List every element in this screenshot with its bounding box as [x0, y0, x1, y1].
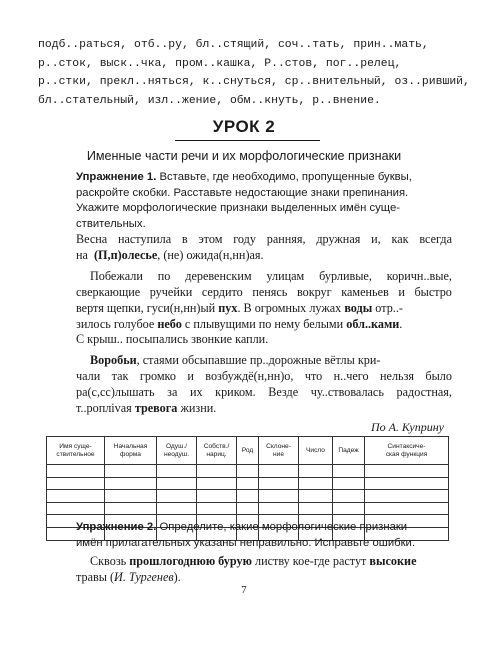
text-run: с плывущими по нему белыми: [181, 316, 347, 331]
table-cell[interactable]: [237, 477, 259, 490]
word: чу..ствовалась: [310, 385, 384, 400]
task-line: Укажите морфологические признаки выделенных имён суще-: [76, 202, 400, 215]
highlighted-noun: небо: [157, 316, 182, 331]
table-cell[interactable]: [157, 477, 197, 490]
exercise1-task: [76, 170, 448, 232]
word: этом: [198, 232, 223, 246]
text-run: , стаями обсыпавшие пр..дорожные вётлы кри-: [136, 353, 381, 368]
table-header-cell: Падеж: [333, 437, 365, 465]
table-cell[interactable]: [105, 477, 157, 490]
word: в: [181, 232, 188, 246]
table-header-row: [47, 437, 449, 465]
table-cell[interactable]: [259, 465, 299, 478]
page-number: 7: [241, 584, 247, 596]
table-cell[interactable]: [365, 465, 449, 478]
word: бурливые,: [319, 268, 372, 283]
table-cell[interactable]: [333, 502, 365, 515]
highlighted-noun: Воробьи: [90, 353, 137, 368]
word: и,: [371, 232, 381, 246]
word: всегда: [419, 232, 452, 246]
word: наступила: [117, 232, 172, 246]
table-cell[interactable]: [157, 502, 197, 515]
table-cell[interactable]: [197, 502, 237, 515]
exercise1-text: [76, 232, 452, 417]
table-cell[interactable]: [197, 490, 237, 503]
text-line: [76, 385, 452, 401]
text-run: . В огромных лужах: [237, 300, 345, 315]
task-line: имён прилагательных указаны неправильно. Исправьте ошибки.: [76, 536, 415, 549]
text-line: [76, 401, 452, 417]
word: вокруг: [296, 284, 332, 299]
lesson-title: УРОК 2: [212, 117, 276, 136]
table-cell[interactable]: [157, 465, 197, 478]
word-line: р..стки, прекл..няться, к..снуться, ср..внительный, оз..ривший,: [38, 76, 470, 88]
table-cell[interactable]: [237, 490, 259, 503]
text-author: По А. Куприну: [370, 420, 444, 434]
table-cell[interactable]: [333, 490, 365, 503]
text-run: т..роплivая: [76, 401, 135, 416]
table-cell[interactable]: [333, 465, 365, 478]
table-cell[interactable]: [299, 490, 333, 503]
word: коричн..вые,: [386, 268, 452, 283]
text-run: листву кое-где растут: [251, 554, 370, 568]
table-cell[interactable]: [299, 477, 333, 490]
word: сверкающие: [76, 284, 141, 299]
table-cell[interactable]: [237, 502, 259, 515]
highlighted-noun: тревога: [134, 401, 178, 416]
table-cell[interactable]: [47, 502, 105, 515]
text-run: отр..-: [372, 300, 403, 315]
word: Везде: [268, 385, 299, 400]
word: ручейки: [149, 284, 193, 299]
table-cell[interactable]: [365, 477, 449, 490]
text-line: [76, 369, 452, 385]
table-cell[interactable]: [259, 477, 299, 490]
table-cell[interactable]: [237, 465, 259, 478]
word: улицам: [266, 268, 305, 283]
word: Весна: [76, 232, 108, 246]
text-line: [76, 301, 452, 317]
table-cell[interactable]: [47, 477, 105, 490]
word: и: [398, 284, 405, 299]
task-line: Вставьте, где необходимо, пропущенные буквы,: [156, 171, 412, 183]
word: каменьев: [341, 284, 389, 299]
word: возбуждё(н,нн)о,: [205, 369, 294, 384]
task-line: ствительных.: [76, 217, 146, 230]
word: так: [111, 369, 129, 384]
table-cell[interactable]: [365, 490, 449, 503]
text-line: [76, 269, 452, 285]
highlighted-noun: воды: [344, 300, 373, 315]
text-run: вертя щепки, гуси(н,нн)ый: [76, 300, 219, 315]
table-cell[interactable]: [365, 502, 449, 515]
table-cell[interactable]: [197, 465, 237, 478]
text-line: [76, 554, 452, 570]
text-line: С крыш.. посыпались звонкие капли.: [76, 332, 269, 347]
text-run: .: [399, 316, 403, 331]
table-header-cell: Одуш./ неодуш.: [157, 437, 197, 465]
table-row: [47, 477, 449, 490]
text-author: И. Тургенев: [114, 569, 174, 584]
word: дружная: [316, 232, 361, 246]
word: пенясь: [252, 284, 288, 299]
table-cell[interactable]: [333, 477, 365, 490]
table-cell[interactable]: [197, 477, 237, 490]
text-line: [76, 248, 452, 264]
table-cell[interactable]: [105, 465, 157, 478]
word: быстро: [414, 284, 452, 299]
word: громко: [139, 369, 176, 384]
word: н..чего: [333, 369, 369, 384]
word: криком.: [215, 385, 256, 400]
table-header-cell: Склоне- ние: [259, 437, 299, 465]
table-header-cell: Начальная форма: [105, 437, 157, 465]
word: деревенским: [185, 268, 252, 283]
text-line: [76, 317, 452, 333]
word: радостная,: [396, 385, 452, 400]
table-cell[interactable]: [299, 502, 333, 515]
word: сердито: [201, 284, 243, 299]
table-cell[interactable]: [105, 490, 157, 503]
text-run: зилось голубое: [76, 316, 158, 331]
word: году: [233, 232, 256, 246]
word-line: бл..стательный, изл..жение, обм..кнуть, р..внение.: [38, 94, 381, 107]
exercise1-label: Упражнение 1.: [76, 171, 157, 183]
highlighted-noun: (П,п)олесье: [93, 247, 158, 262]
intro-word-list: [38, 36, 470, 110]
table-header-cell: Имя суще- ствительное: [47, 437, 105, 465]
text-run: травы (: [76, 569, 115, 584]
highlighted-adjective: прошлогоднюю бурую: [129, 554, 252, 568]
table-cell[interactable]: [259, 502, 299, 515]
text-run: жизни.: [177, 401, 217, 416]
table-header-cell: Число: [299, 437, 333, 465]
highlighted-adjective: высокие: [369, 554, 417, 568]
exercise2-label: Упражнение 2.: [76, 521, 157, 533]
table-cell[interactable]: [47, 490, 105, 503]
word-line: р..сток, выск..чка, пром..кашка, Р..стов, пог..релец,: [38, 57, 402, 70]
title-underline: [175, 140, 320, 141]
table-header-cell: Синтаксиче- ская функция: [365, 437, 449, 465]
table-cell[interactable]: [105, 502, 157, 515]
word: что: [304, 369, 323, 384]
word: чали: [76, 369, 101, 384]
word: как: [391, 232, 409, 246]
word: по: [157, 268, 171, 283]
text-line: [76, 353, 452, 369]
text-run: Сквозь: [90, 554, 130, 568]
word: и: [187, 369, 194, 384]
word: ранняя,: [266, 232, 306, 246]
task-line: раскройте скобки. Расставьте недостающие знаки препинания.: [76, 186, 409, 199]
table-cell[interactable]: [259, 490, 299, 503]
word: за: [167, 385, 178, 400]
exercise2-task: [76, 520, 448, 551]
table-row: [47, 502, 449, 515]
highlighted-noun: обл..ками: [346, 316, 400, 331]
task-line: Определите, какие морфологические признаки: [156, 521, 408, 533]
text-run: на: [76, 247, 91, 262]
table-header-cell: Род: [237, 437, 259, 465]
word-line: подб..раться, отб..ру, бл..стящий, соч..тать, прин..мать,: [38, 39, 429, 51]
text-run: ).: [173, 569, 181, 584]
word: нельзя: [380, 369, 415, 384]
text-line: [76, 285, 452, 301]
word: их: [189, 385, 203, 400]
text-line: [76, 232, 452, 248]
word: Побежали: [90, 268, 143, 283]
table-row: [47, 490, 449, 503]
table-row: [47, 465, 449, 478]
table-cell[interactable]: [299, 465, 333, 478]
table-cell[interactable]: [47, 465, 105, 478]
exercise2-text: [76, 554, 452, 586]
lesson-subtitle: Именные части речи и их морфологические признаки: [86, 149, 402, 163]
word: ра(с,сс)лышать: [76, 385, 155, 400]
text-run: , (не) ожида(н,нн)ая.: [157, 247, 264, 262]
word: было: [425, 369, 452, 384]
table-cell[interactable]: [157, 490, 197, 503]
highlighted-noun: пух: [218, 300, 238, 315]
table-header-cell: Собств./ нариц.: [197, 437, 237, 465]
